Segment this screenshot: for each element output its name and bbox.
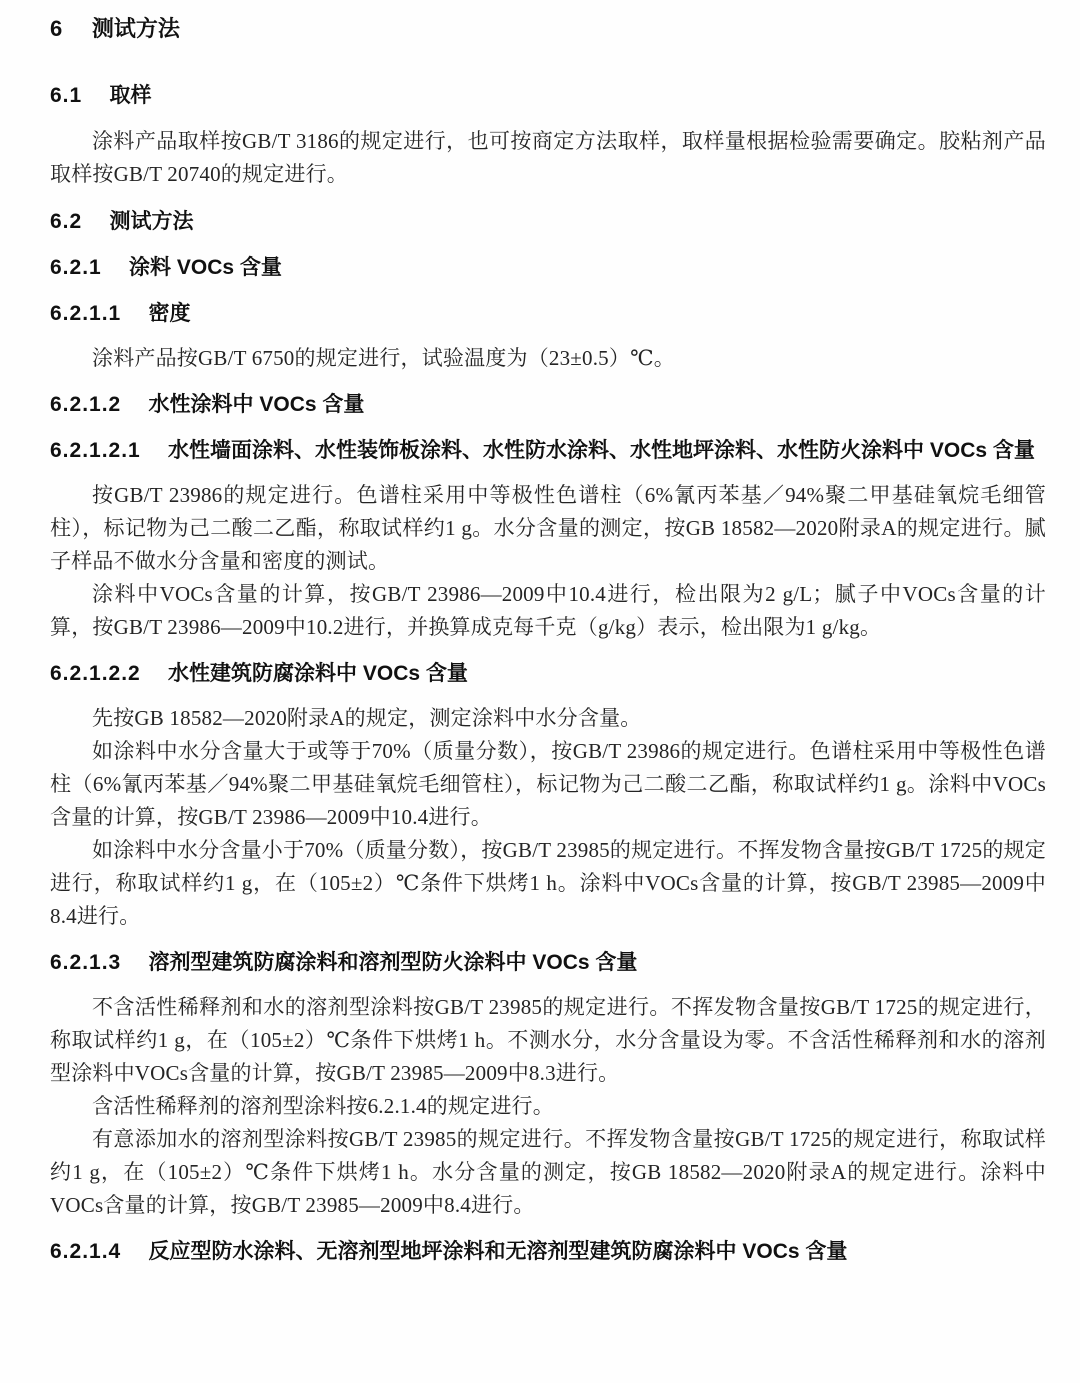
heading-6-2-1-2-2 — [50, 657, 1046, 690]
clause-title: 水性墙面涂料、水性装饰板涂料、水性防水涂料、水性地坪涂料、水性防火涂料中 VOCs 含量 — [168, 439, 1035, 462]
clause-title: 测试方法 — [91, 16, 180, 41]
clause-title: 水性建筑防腐涂料中 VOCs 含量 — [168, 662, 468, 685]
clause-number: 6.1 — [50, 84, 83, 107]
clause-number: 6.2.1.1 — [50, 302, 122, 325]
heading-6-2-1-2 — [50, 388, 1046, 421]
paragraph-18: 有意添加水的溶剂型涂料按GB/T 23985的规定进行。不挥发物含量按GB/T 1725的规定进行，称取试样约1 g，在（105±2）℃条件下烘烤1 h。水分含量的测定，按GB 18582—2020附录A的规定进行。涂料中VOCs含量的计算，按GB/T 23985—2009中8.4进行。 — [50, 1127, 1046, 1217]
clause-number: 6.2 — [50, 210, 83, 233]
clause-number: 6 — [50, 16, 64, 41]
clause-number: 6.2.1.3 — [50, 951, 122, 974]
paragraph-6: 涂料产品按GB/T 6750的规定进行，试验温度为（23±0.5）℃。 — [92, 346, 675, 370]
paragraph-9: 按GB/T 23986的规定进行。色谱柱采用中等极性色谱柱（6%氰丙苯基／94%聚二甲基硅氧烷毛细管柱），标记物为己二酸二乙酯，称取试样约1 g。水分含量的测定，按GB 18582—2020附录A的规定进行。腻子样品不做水分含量和密度的测试。 — [50, 483, 1046, 573]
clause-title: 取样 — [109, 84, 152, 107]
clause-number: 6.2.1.2.1 — [50, 439, 141, 462]
paragraph-16: 不含活性稀释剂和水的溶剂型涂料按GB/T 23985的规定进行。不挥发物含量按GB/T 1725的规定进行，称取试样约1 g，在（105±2）℃条件下烘烤1 h。不测水分，水分含量设为零。不含活性稀释剂和水的溶剂型涂料中VOCs含量的计算，按GB/T 23985—2009中8.3进行。 — [50, 995, 1046, 1085]
heading-6-2-1-4 — [50, 1235, 1046, 1268]
paragraph-13: 如涂料中水分含量大于或等于70%（质量分数），按GB/T 23986的规定进行。色谱柱采用中等极性色谱柱（6%氰丙苯基／94%聚二甲基硅氧烷毛细管柱），标记物为己二酸二乙酯，称取试样约1 g。涂料中VOCs含量的计算，按GB/T 23986—2009中10.4进行。 — [50, 739, 1046, 829]
clause-title: 溶剂型建筑防腐涂料和溶剂型防火涂料中 VOCs 含量 — [148, 951, 638, 974]
heading-6-2-1-3 — [50, 946, 1046, 979]
paragraph-10: 涂料中VOCs含量的计算，按GB/T 23986—2009中10.4进行，检出限为2 g/L；腻子中VOCs含量的计算，按GB/T 23986—2009中10.2进行，并换算成克每千克（g/kg）表示，检出限为1 g/kg。 — [50, 582, 1046, 639]
clause-number: 6.2.1.2 — [50, 393, 122, 416]
clause-number: 6.2.1 — [50, 256, 102, 279]
heading-6-2-1 — [50, 251, 1046, 284]
paragraph-14: 如涂料中水分含量小于70%（质量分数），按GB/T 23985的规定进行。不挥发物含量按GB/T 1725的规定进行，称取试样约1 g，在（105±2）℃条件下烘烤1 h。涂料中VOCs含量的计算，按GB/T 23985—2009中8.4进行。 — [50, 838, 1046, 928]
paragraph-12: 先按GB 18582—2020附录A的规定，测定涂料中水分含量。 — [92, 706, 642, 730]
clause-title: 反应型防水涂料、无溶剂型地坪涂料和无溶剂型建筑防腐涂料中 VOCs 含量 — [148, 1240, 848, 1263]
paragraph-2: 涂料产品取样按GB/T 3186的规定进行，也可按商定方法取样，取样量根据检验需要确定。胶粘剂产品取样按GB/T 20740的规定进行。 — [50, 129, 1046, 186]
heading-6-1 — [50, 79, 1046, 112]
clause-number: 6.2.1.2.2 — [50, 662, 141, 685]
paragraph-17: 含活性稀释剂的溶剂型涂料按6.2.1.4的规定进行。 — [92, 1094, 554, 1118]
document-body — [50, 12, 1046, 1268]
clause-number: 6.2.1.4 — [50, 1240, 122, 1263]
clause-title: 水性涂料中 VOCs 含量 — [148, 393, 365, 416]
heading-6-2-1-2-1 — [50, 434, 1046, 467]
clause-title: 涂料 VOCs 含量 — [129, 256, 282, 279]
clause-title: 测试方法 — [109, 210, 194, 233]
clause-title: 密度 — [148, 302, 191, 325]
heading-6 — [50, 12, 1046, 45]
heading-6-2 — [50, 205, 1046, 238]
heading-6-2-1-1 — [50, 297, 1046, 330]
